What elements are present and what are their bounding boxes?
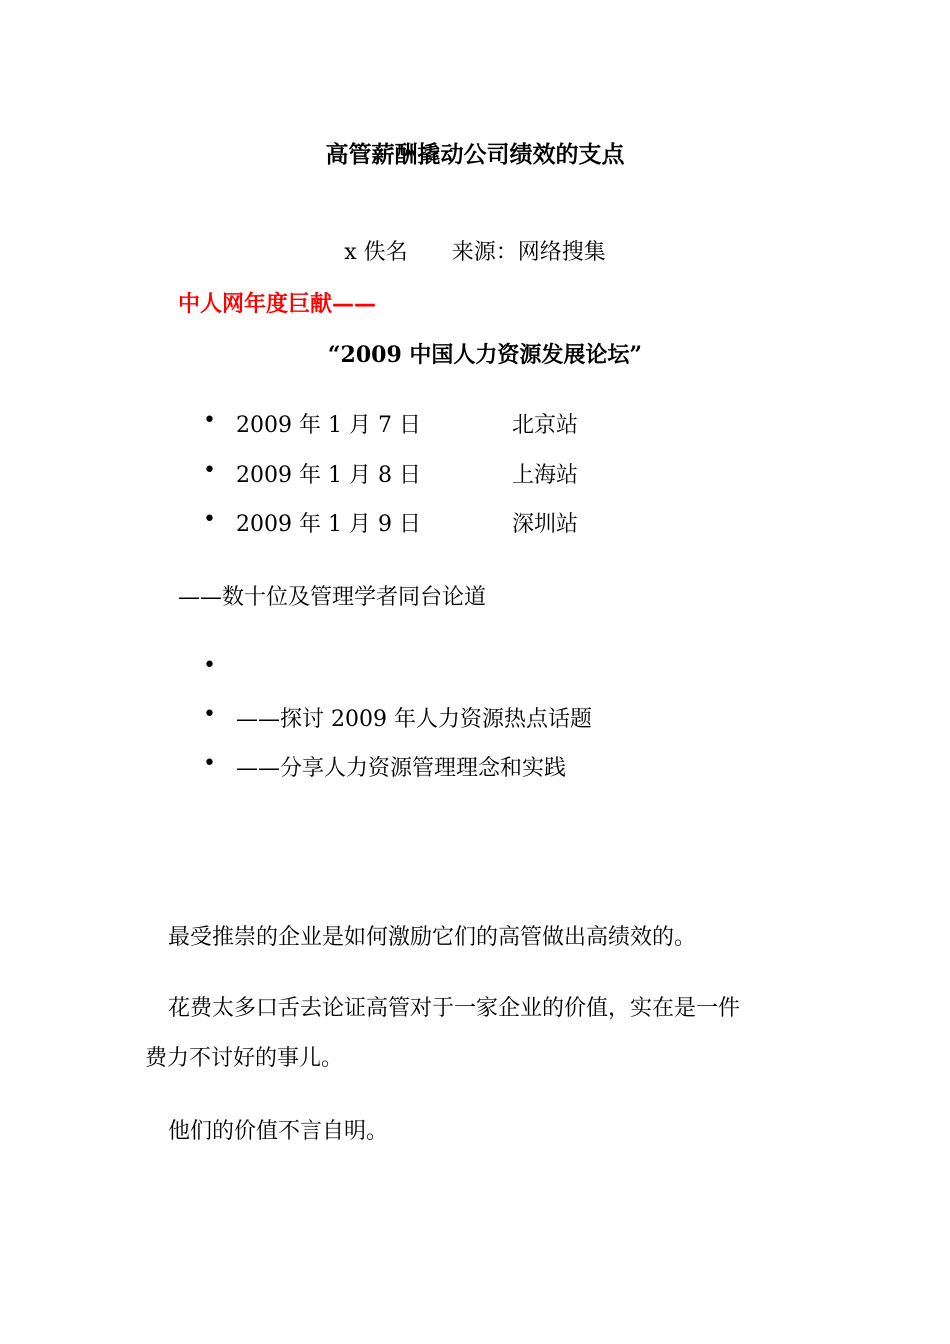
promo-headline: 中人网年度巨献—— [178,292,377,317]
schedule-date: 2009 年 1 月 7 日 [236,413,421,438]
bullet-icon: • [203,751,216,776]
source: 来源：网络搜集 [451,240,606,265]
bullet-icon: • [203,507,216,532]
body-paragraph-continuation: 费力不讨好的事儿。 [145,1046,344,1071]
body-paragraph: 花费太多口舌去论证高管对于一家企业的价值，实在是一件 [168,996,741,1021]
schedule-date: 2009 年 1 月 9 日 [236,512,421,537]
body-paragraph: 最受推崇的企业是如何激励它们的高管做出高绩效的。 [168,925,697,950]
bullet-icon: • [203,408,216,433]
forum-tagline: ——数十位及管理学者同台论道 [178,585,487,610]
author: x 佚名 [344,240,408,265]
document-title: 高管薪酬撬动公司绩效的支点 [325,142,625,168]
schedule-date: 2009 年 1 月 8 日 [236,463,421,488]
schedule-city: 深圳站 [512,512,579,537]
body-paragraph: 他们的价值不言自明。 [168,1119,389,1144]
forum-title: “2009 中国人力资源发展论坛” [327,342,643,368]
schedule-city: 北京站 [512,413,579,438]
topic-item: ——分享人力资源管理理念和实践 [236,756,567,781]
bullet-icon: • [203,653,216,678]
schedule-city: 上海站 [512,463,579,488]
bullet-icon: • [203,458,216,483]
bullet-icon: • [203,702,216,727]
topic-item: ——探讨 2009 年人力资源热点话题 [236,707,592,732]
byline [0,235,950,266]
